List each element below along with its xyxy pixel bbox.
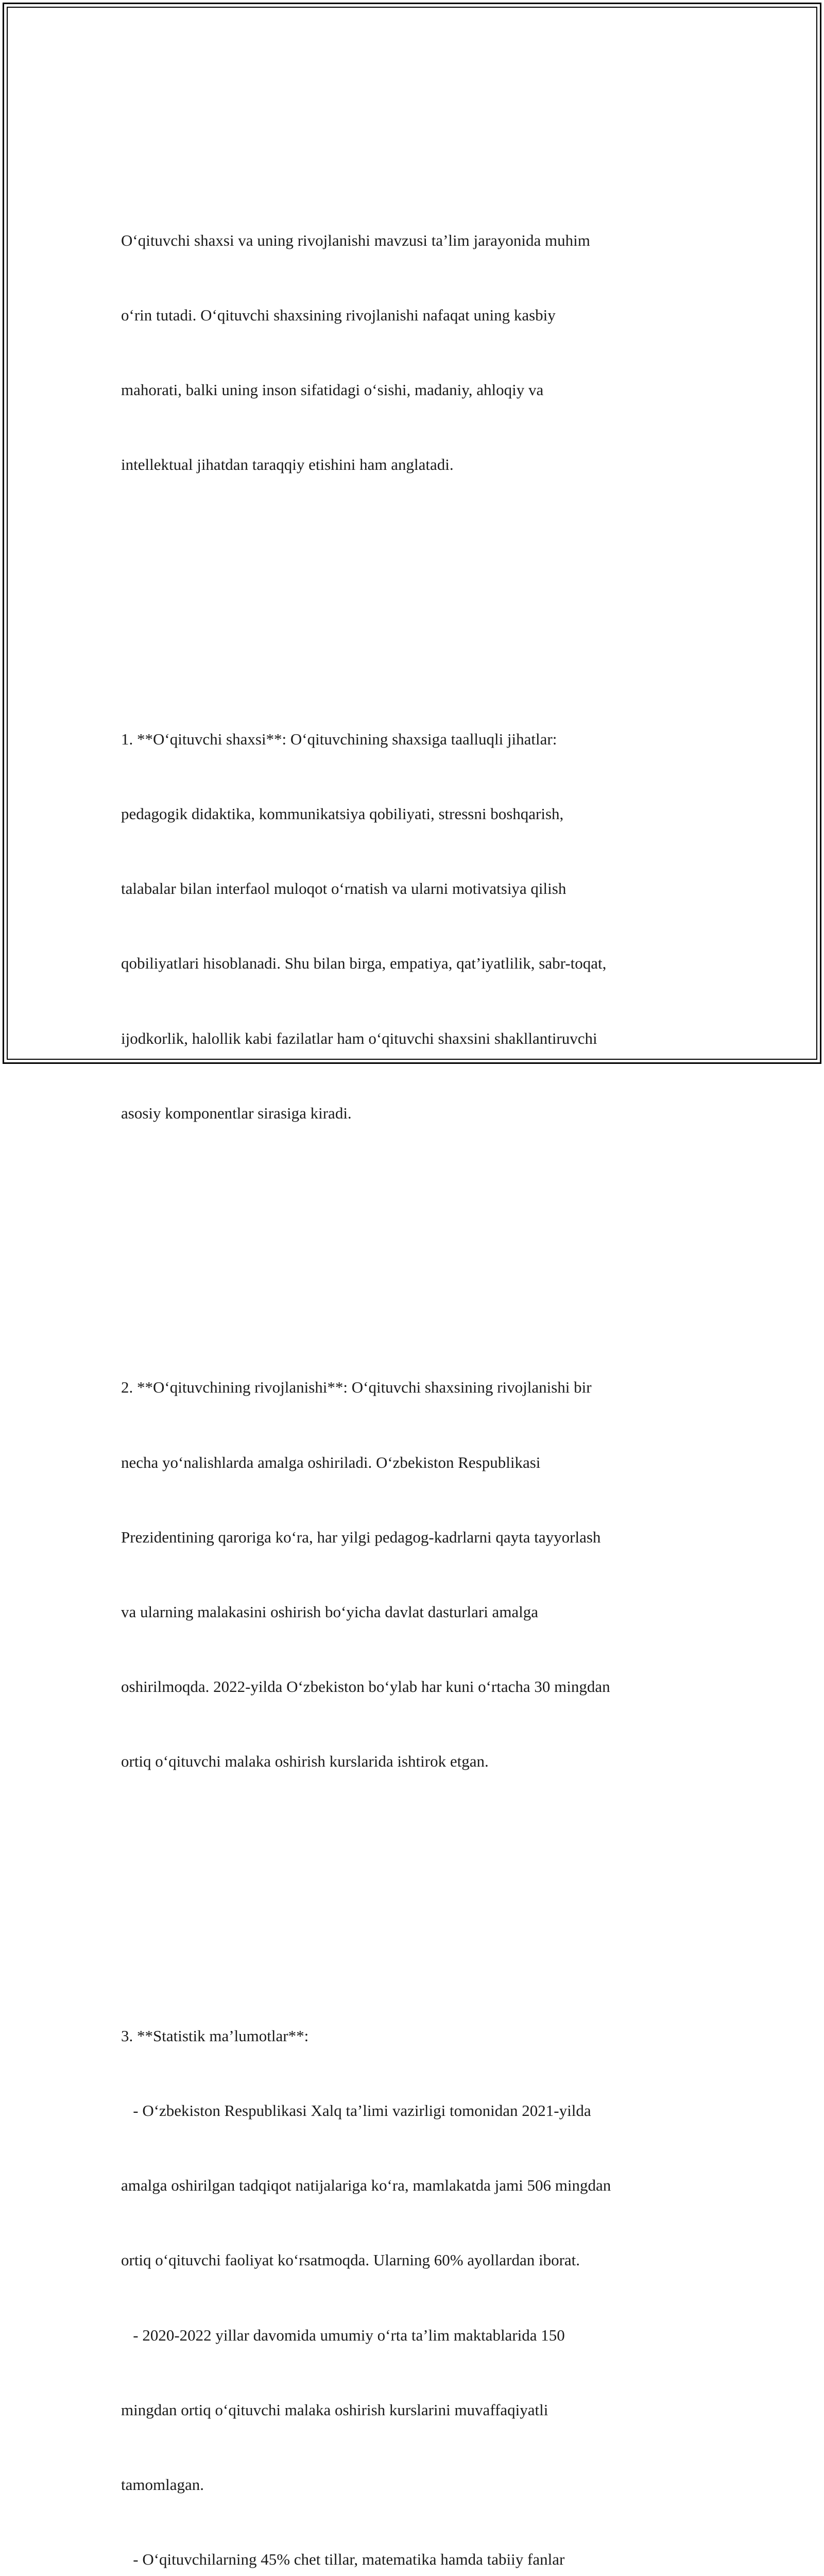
text-line: mingdan ortiq o‘qituvchi malaka oshirish kurslarini muvaffaqiyatli (121, 2400, 548, 2419)
text-line: necha yo‘nalishlarda amalga oshiriladi. O‘zbekiston Respublikasi (121, 1453, 541, 1471)
text-line: 2. **O‘qituvchining rivojlanishi**: O‘qituvchi shaxsining rivojlanishi bir (121, 1378, 592, 1397)
document-body (121, 128, 713, 2576)
text-line: mahorati, balki uning inson sifatidagi o‘sishi, madaniy, ahloqiy va (121, 381, 544, 399)
text-line: oshirilmoqda. 2022-yilda O‘zbekiston bo‘ylab har kuni o‘rtacha 30 mingdan (121, 1677, 610, 1696)
text-line: - 2020-2022 yillar davomida umumiy o‘rta ta’lim maktablarida 150 (121, 2326, 565, 2344)
text-line: qobiliyatlari hisoblanadi. Shu bilan birga, empatiya, qat’iyatlilik, sabr-toqat, (121, 954, 607, 973)
text-line: - O‘qituvchilarning 45% chet tillar, matematika hamda tabiiy fanlar (121, 2550, 565, 2569)
text-line: Prezidentining qaroriga ko‘ra, har yilgi pedagog-kadrlarni qayta tayyorlash (121, 1528, 601, 1546)
paragraph-intro (121, 178, 713, 528)
text-line: 1. **O‘qituvchi shaxsi**: O‘qituvchining shaxsiga taalluqli jihatlar: (121, 730, 557, 748)
text-line: tamomlagan. (121, 2476, 204, 2494)
paragraph-gap (121, 577, 713, 602)
text-line: asosiy komponentlar sirasiga kiradi. (121, 1104, 352, 1122)
text-line: ijodkorlik, halollik kabi fazilatlar ham o‘qituvchi shaxsini shakllantiruvchi (121, 1029, 597, 1047)
text-line: O‘qituvchi shaxsi va uning rivojlanishi mavzusi ta’lim jarayonida muhim (121, 231, 590, 249)
text-line: ortiq o‘qituvchi malaka oshirish kurslarida ishtirok etgan. (121, 1752, 489, 1771)
text-line: ortiq o‘qituvchi faoliyat ko‘rsatmoqda. Ularning 60% ayollardan iborat. (121, 2251, 580, 2269)
paragraph-section-1 (121, 677, 713, 1176)
text-line: 3. **Statistik ma’lumotlar**: (121, 2026, 309, 2045)
text-line: o‘rin tutadi. O‘qituvchi shaxsining rivojlanishi nafaqat uning kasbiy (121, 306, 556, 324)
paragraph-gap (121, 1226, 713, 1250)
paragraph-gap (121, 1874, 713, 1899)
paragraph-section-3 (121, 1974, 713, 2576)
text-line: va ularning malakasini oshirish bo‘yicha davlat dasturlari amalga (121, 1602, 539, 1621)
text-line: talabalar bilan interfaol muloqot o‘rnatish va ularni motivatsiya qilish (121, 879, 566, 898)
text-line: pedagogik didaktika, kommunikatsiya qobiliyati, stressni boshqarish, (121, 804, 564, 823)
paragraph-section-2 (121, 1325, 713, 1824)
text-line: - O‘zbekiston Respublikasi Xalq ta’limi vazirligi tomonidan 2021-yilda (121, 2102, 591, 2120)
text-line: intellektual jihatdan taraqqiy etishini ham anglatadi. (121, 455, 454, 474)
text-line: amalga oshirilgan tadqiqot natijalariga ko‘ra, mamlakatda jami 506 mingdan (121, 2176, 611, 2195)
